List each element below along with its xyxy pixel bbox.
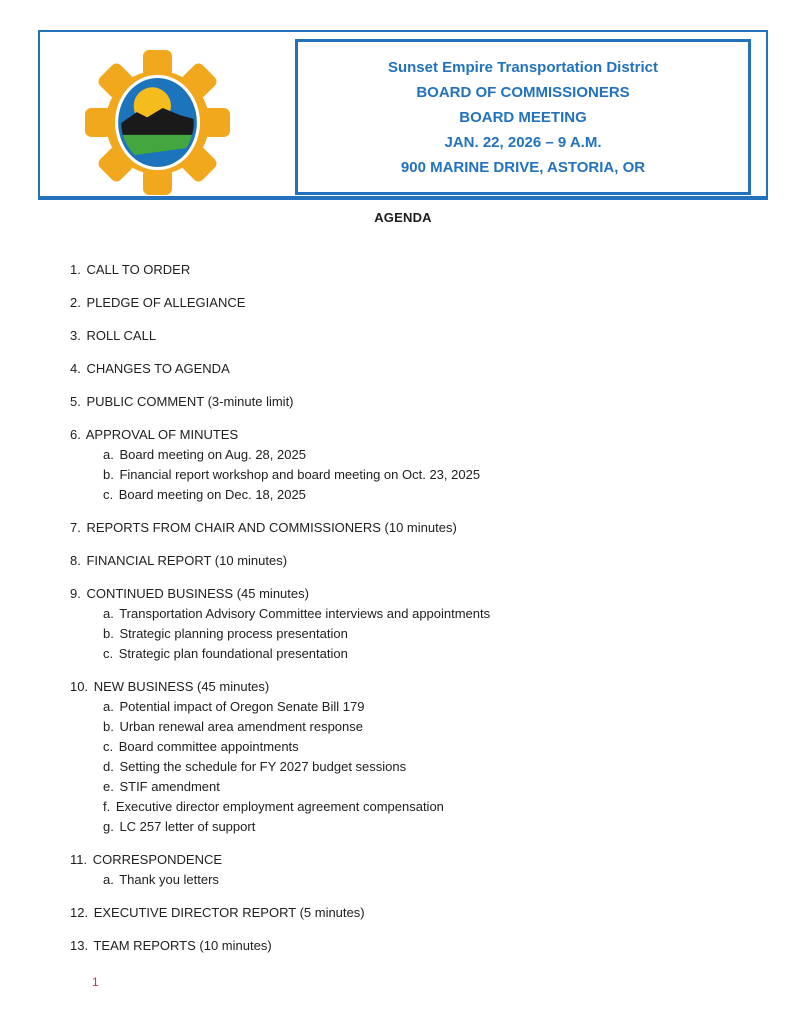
agenda-item-text: NEW BUSINESS (45 minutes) <box>90 679 270 694</box>
agenda-item-number: 11. <box>70 852 88 867</box>
agenda-subitem-text: Strategic plan foundational presentation <box>115 646 348 661</box>
agenda-item-text: CORRESPONDENCE <box>89 852 223 867</box>
agenda-item-label <box>70 677 755 697</box>
agenda-item-label <box>70 326 755 346</box>
agenda-subitem-text: LC 257 letter of support <box>115 819 256 834</box>
agenda-subitem-letter: d. <box>103 759 114 774</box>
agenda-item-text: EXECUTIVE DIRECTOR REPORT (5 minutes) <box>90 905 365 920</box>
agenda-subitem <box>103 717 755 737</box>
agenda-item <box>70 850 755 890</box>
agenda-subitem <box>103 465 755 485</box>
agenda-subitem <box>103 445 755 465</box>
agenda-subitem <box>103 757 755 777</box>
meeting-title-box <box>295 39 751 195</box>
agenda-item <box>70 359 755 379</box>
agenda-subitem <box>103 644 755 664</box>
agenda-subitem-letter: a. <box>103 872 114 887</box>
agenda-subitem <box>103 737 755 757</box>
board-of-commissioners-line: BOARD OF COMMISSIONERS <box>416 83 630 101</box>
agenda-item-text: CONTINUED BUSINESS (45 minutes) <box>82 586 309 601</box>
agenda-subitem <box>103 870 755 890</box>
agenda-subitem <box>103 817 755 837</box>
agenda-subitem-letter: e. <box>103 779 114 794</box>
agenda-item <box>70 584 755 664</box>
agenda-item-number: 3. <box>70 328 81 343</box>
agenda-item-label <box>70 260 755 280</box>
agenda-subitem-letter: c. <box>103 487 114 502</box>
agenda-item-number: 6. <box>70 427 81 442</box>
agenda-item-number: 1. <box>70 262 81 277</box>
agenda-subitem-text: Board meeting on Aug. 28, 2025 <box>115 447 306 462</box>
agenda-item-text: CALL TO ORDER <box>82 262 191 277</box>
gear-landscape-logo-icon <box>85 50 230 195</box>
agenda-sublist <box>70 604 755 664</box>
agenda-subitem-letter: g. <box>103 819 114 834</box>
agenda-subitem-text: Financial report workshop and board meeting on Oct. 23, 2025 <box>115 467 481 482</box>
agenda-item-label <box>70 584 755 604</box>
agenda-item-text: TEAM REPORTS (10 minutes) <box>90 938 272 953</box>
agenda-subitem-letter: a. <box>103 606 114 621</box>
district-logo <box>85 50 230 195</box>
agenda-subitem <box>103 777 755 797</box>
agenda-subitem <box>103 797 755 817</box>
board-meeting-line: BOARD MEETING <box>459 108 587 126</box>
agenda-heading: AGENDA <box>374 210 432 225</box>
agenda-item <box>70 518 755 538</box>
agenda-item-number: 5. <box>70 394 81 409</box>
agenda-subitem-text: Executive director employment agreement compensation <box>112 799 444 814</box>
agenda-item-label <box>70 551 755 571</box>
header-box <box>38 30 768 200</box>
agenda-item <box>70 260 755 280</box>
agenda-subitem-letter: b. <box>103 467 114 482</box>
agenda-sublist <box>70 697 755 837</box>
meeting-address: 900 MARINE DRIVE, ASTORIA, OR <box>400 158 646 176</box>
agenda-subitem-letter: c. <box>103 739 114 754</box>
agenda-subitem-text: Setting the schedule for FY 2027 budget sessions <box>115 759 407 774</box>
agenda-item-number: 7. <box>70 520 81 535</box>
agenda-item-number: 13. <box>70 938 89 953</box>
agenda-item-number: 2. <box>70 295 81 310</box>
agenda-item-number: 10. <box>70 679 89 694</box>
agenda-item <box>70 903 755 923</box>
agenda-subitem <box>103 485 755 505</box>
agenda-subitem-text: STIF amendment <box>115 779 220 794</box>
org-name: Sunset Empire Transportation District <box>387 58 659 76</box>
agenda-item-number: 8. <box>70 553 81 568</box>
agenda-list <box>70 260 755 956</box>
agenda-subitem-letter: b. <box>103 626 114 641</box>
meeting-datetime: JAN. 22, 2026 – 9 A.M. <box>444 133 602 151</box>
agenda-subitem-text: Transportation Advisory Committee interviews and appointments <box>115 606 491 621</box>
agenda-item <box>70 936 755 956</box>
agenda-item-number: 4. <box>70 361 81 376</box>
agenda-subitem <box>103 697 755 717</box>
agenda-item-label <box>70 293 755 313</box>
agenda-subitem-letter: a. <box>103 447 114 462</box>
agenda-subitem-text: Thank you letters <box>115 872 219 887</box>
agenda-sublist <box>70 870 755 890</box>
agenda-item-number: 12. <box>70 905 89 920</box>
agenda-item <box>70 326 755 346</box>
agenda-item <box>70 551 755 571</box>
agenda-item-label <box>70 850 755 870</box>
agenda-item <box>70 677 755 837</box>
agenda-item-label <box>70 359 755 379</box>
agenda-subitem-text: Board committee appointments <box>115 739 299 754</box>
agenda-sublist <box>70 445 755 505</box>
agenda-subitem <box>103 624 755 644</box>
agenda-item-label <box>70 903 755 923</box>
agenda-subitem-letter: c. <box>103 646 114 661</box>
agenda-item <box>70 425 755 505</box>
agenda-item-text: APPROVAL OF MINUTES <box>82 427 239 442</box>
page-number: 1 <box>92 975 99 989</box>
agenda-subitem-text: Potential impact of Oregon Senate Bill 179 <box>115 699 365 714</box>
agenda-item-label <box>70 425 755 445</box>
agenda-subitem-text: Strategic planning process presentation <box>115 626 348 641</box>
agenda-item-text: PUBLIC COMMENT (3-minute limit) <box>82 394 294 409</box>
agenda-item <box>70 392 755 412</box>
agenda-subitem-letter: a. <box>103 699 114 714</box>
agenda-subitem-letter: f. <box>103 799 111 814</box>
agenda-item-text: REPORTS FROM CHAIR AND COMMISSIONERS (10 minutes) <box>82 520 457 535</box>
agenda-subitem <box>103 604 755 624</box>
agenda-subitem-text: Urban renewal area amendment response <box>115 719 363 734</box>
agenda-subitem-text: Board meeting on Dec. 18, 2025 <box>115 487 306 502</box>
agenda-item-text: CHANGES TO AGENDA <box>82 361 230 376</box>
agenda-item-text: PLEDGE OF ALLEGIANCE <box>82 295 246 310</box>
agenda-item <box>70 293 755 313</box>
agenda-item-number: 9. <box>70 586 81 601</box>
agenda-item-text: FINANCIAL REPORT (10 minutes) <box>82 553 288 568</box>
agenda-item-text: ROLL CALL <box>82 328 157 343</box>
agenda-item-label <box>70 392 755 412</box>
agenda-item-label <box>70 936 755 956</box>
agenda-subitem-letter: b. <box>103 719 114 734</box>
agenda-item-label <box>70 518 755 538</box>
